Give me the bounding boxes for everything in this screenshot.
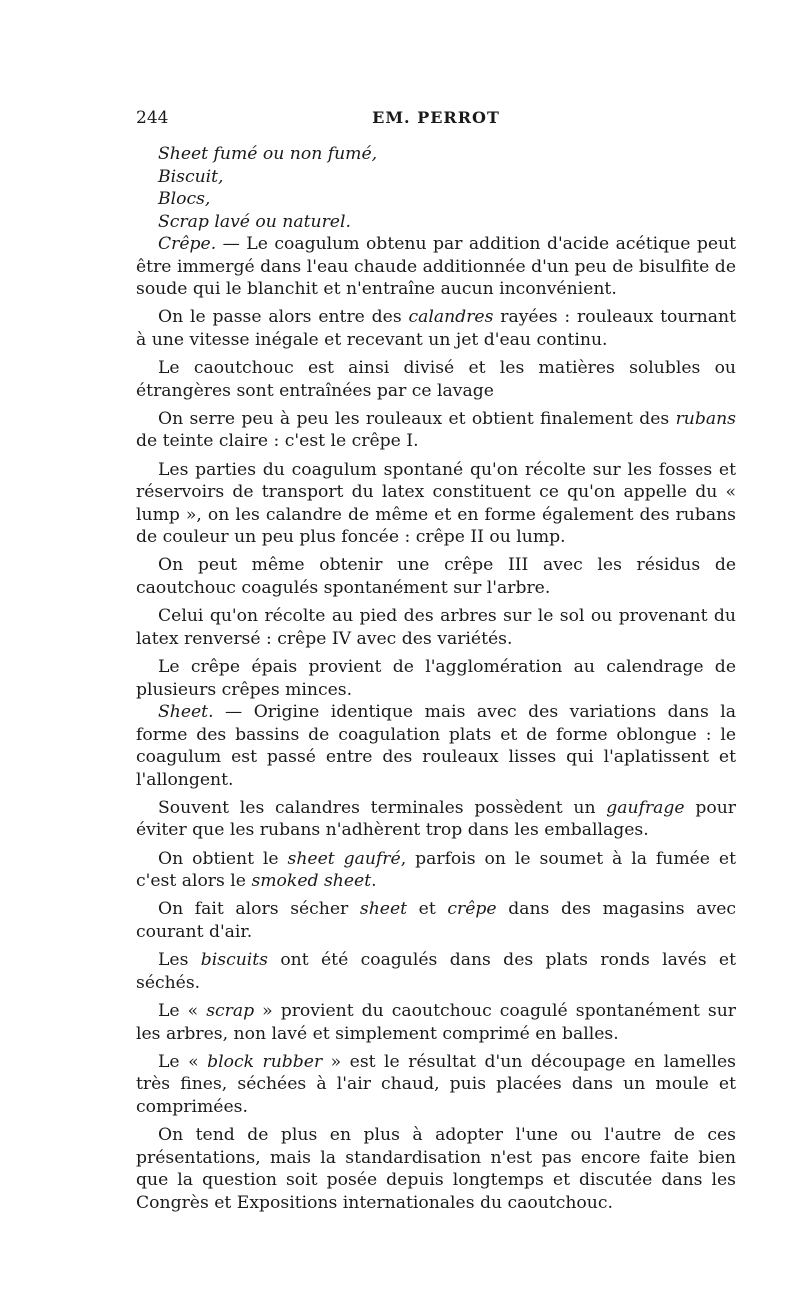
paragraph-text: Les [158, 950, 201, 971]
running-head: EM. PERROT [372, 108, 500, 127]
paragraph-text: » est le résultat d'un découpage en lamelles très fines, séchées à l'air chaud, puis placées dans un moule et comprimées. [136, 1051, 736, 1117]
paragraph: On tend de plus en plus à adopter l'une ou l'autre de ces présentations, mais la standardisation n'est pas encore faite bien que la question soit posée depuis longtemps et discutée dans les Congrès et Expositions internationales du caoutchouc. [136, 1125, 736, 1213]
paragraph [136, 898, 736, 943]
sheet-heading: Sheet. [158, 702, 214, 723]
paragraph: On peut même obtenir une crêpe III avec les résidus de caoutchouc coagulés spontanément sur l'arbre. [136, 555, 736, 598]
paragraph-text: ont été coagulés dans des plats ronds lavés et séchés. [136, 950, 736, 993]
list-item: Scrap lavé ou naturel. [158, 211, 351, 232]
paragraph-text: — Le coagulum obtenu par addition d'acide acétique peut être immergé dans l'eau chaude additionnée d'un peu de bisulfite de soude qui le blanchit et n'entraîne aucun inconvénient. [136, 234, 736, 299]
paragraph-text: pour éviter que les rubans n'adhèrent trop dans les emballages. [136, 797, 736, 841]
paragraph-text: On fait alors sécher [158, 899, 360, 920]
emphasis: biscuits [200, 950, 268, 971]
paragraph-text: . [371, 871, 377, 892]
paragraph [136, 797, 736, 842]
paragraph-text: » provient du caoutchouc coagulé spontanément sur les arbres, non lavé et simplement comprimé en balles. [136, 1001, 736, 1044]
list-item: Sheet fumé ou non fumé, [158, 144, 378, 164]
paragraph [136, 949, 736, 994]
emphasis: sheet [359, 899, 408, 920]
paragraph [136, 408, 736, 453]
list-item: Biscuit, [158, 166, 224, 187]
paragraph-text: et [407, 899, 448, 920]
paragraph-text: On serre peu à peu les rouleaux et obtient finalement des [158, 408, 676, 429]
product-list [136, 143, 736, 233]
paragraph: Celui qu'on récolte au pied des arbres sur le sol ou provenant du latex renversé : crêpe IV avec des variétés. [136, 606, 736, 649]
paragraph-text: Le « [158, 1051, 208, 1072]
paragraph [136, 306, 736, 351]
page-number: 244 [136, 108, 169, 128]
paragraph: Le crêpe épais provient de l'agglomération au calendrage de plusieurs crêpes minces. [136, 657, 736, 700]
body-text [136, 143, 736, 1214]
paragraph [136, 848, 736, 893]
paragraph-text: On obtient le [158, 848, 288, 869]
paragraph-text: de teinte claire : c'est le crêpe I. [136, 431, 419, 452]
paragraph: Le caoutchouc est ainsi divisé et les matières solubles ou étrangères sont entraînées par ce lavage [136, 358, 736, 401]
emphasis: scrap [206, 1001, 255, 1022]
paragraph-text: — Origine identique mais avec des variations dans la forme des bassins de coagulation plats et de forme oblongue : le coagulum est passé entre des rouleaux lisses qui l'aplatissent et l'allongent. [136, 702, 736, 790]
paragraph-text: rayées : rouleaux tournant à une vitesse inégale et recevant un jet d'eau continu. [136, 307, 736, 350]
emphasis: crêpe [447, 899, 497, 920]
emphasis: smoked sheet [251, 871, 372, 892]
list-item: Blocs, [158, 189, 211, 209]
emphasis: rubans [675, 408, 736, 429]
emphasis: calandres [408, 307, 494, 328]
emphasis: block rubber [207, 1051, 323, 1072]
paragraph-text: On le passe alors entre des [158, 307, 409, 328]
paragraph-text: Souvent les calandres terminales possèdent un [158, 797, 607, 818]
paragraph [136, 1051, 736, 1119]
paragraph-text: Le « [158, 1001, 207, 1022]
paragraph-sheet [136, 701, 736, 791]
emphasis: gaufrage [606, 797, 685, 818]
paragraph-text: dans des magasins avec courant d'air. [136, 899, 736, 942]
emphasis: sheet gaufré [287, 848, 401, 869]
paragraph [136, 1000, 736, 1045]
paragraph-crepe [136, 233, 736, 301]
page-header [136, 108, 736, 132]
paragraph-text: , parfois on le soumet à la fumée et c'est alors le [136, 848, 736, 892]
crepe-heading: Crêpe. [158, 234, 217, 254]
paragraph: Les parties du coagulum spontané qu'on récolte sur les fosses et réservoirs de transport du latex constituent ce qu'on appelle du « lump », on les calandre de même et en forme également des rubans de couleur un peu plus foncée : crêpe II ou lump. [136, 459, 736, 548]
